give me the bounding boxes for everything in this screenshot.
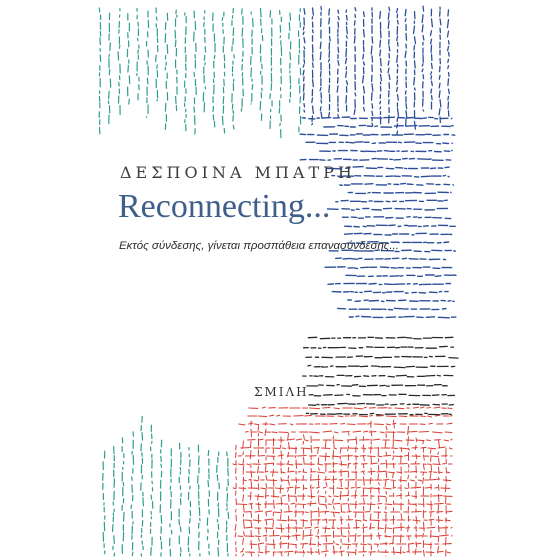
blue-script-columns: [303, 6, 449, 135]
publisher-name: ΣΜΙΛΗ: [254, 385, 309, 399]
black-script-rows: [303, 337, 458, 415]
teal-script-columns-bottom: [103, 416, 229, 556]
teal-script-columns-top: [99, 8, 301, 138]
red-script-grid: [233, 407, 452, 556]
book-title: Reconnecting...: [118, 188, 331, 225]
author-name: ΔΕΣΠΟΙΝΑ ΜΠΑΤΡΗ: [120, 163, 356, 182]
book-subtitle: Εκτός σύνδεσης, γίνεται προσπάθεια επανασύνδεσης...: [119, 240, 399, 252]
